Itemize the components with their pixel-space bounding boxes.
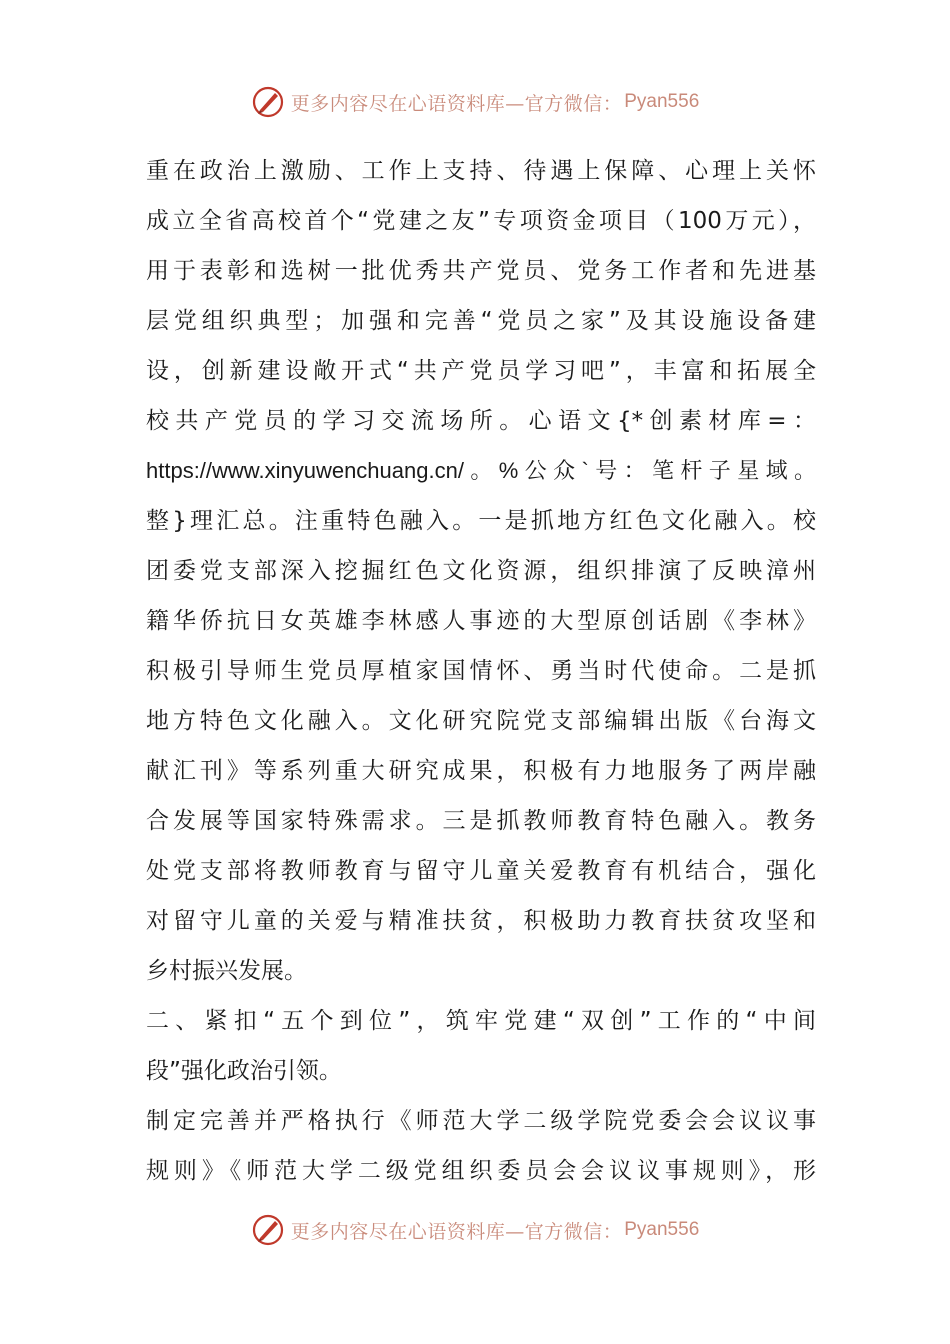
footer-watermark — [0, 1210, 950, 1250]
text-line: 校共产党员的学习交流场所。心语文{*创素材库=： — [146, 408, 816, 434]
watermark-text: 更多内容尽在心语资料库—官方微信： — [290, 92, 623, 115]
section-heading-line: 段”强化政治引领。 — [146, 1058, 342, 1084]
text-line: 成立全省高校首个“党建之友”专项资金项目（100万元）， — [146, 208, 816, 234]
watermark-id: Pyan556 — [624, 1219, 700, 1240]
text-line: 籍华侨抗日女英雄李林感人事迹的大型原创话剧《李林》 — [146, 608, 816, 634]
text-line: 整}理汇总。注重特色融入。一是抓地方红色文化融入。校 — [146, 508, 816, 534]
text-line: 乡村振兴发展。 — [146, 958, 307, 984]
section-heading-line: 二、紧扣“五个到位”，筑牢党建“双创”工作的“中间 — [146, 1008, 816, 1034]
text-line-url: https://www.xinyuwenchuang.cn/。%公众`号：笔杆子星域。 — [146, 458, 816, 483]
watermark-text: 更多内容尽在心语资料库—官方微信： — [290, 1220, 623, 1243]
text-line: 地方特色文化融入。文化研究院党支部编辑出版《台海文 — [146, 708, 816, 734]
quill-seal-logo-icon — [251, 1213, 285, 1247]
text-line: 层党组织典型；加强和完善“党员之家”及其设施设备建 — [146, 308, 816, 334]
header-watermark — [0, 82, 950, 122]
text-line: 重在政治上激励、工作上支持、待遇上保障、心理上关怀 — [146, 158, 816, 184]
text-line: 规则》《师范大学二级党组织委员会会议议事规则》，形 — [146, 1158, 816, 1184]
text-line: 献汇刊》等系列重大研究成果，积极有力地服务了两岸融 — [146, 758, 816, 784]
text-line: 合发展等国家特殊需求。三是抓教师教育特色融入。教务 — [146, 808, 816, 834]
text-line: 对留守儿童的关爱与精准扶贫，积极助力教育扶贫攻坚和 — [146, 908, 816, 934]
text-line: 处党支部将教师教育与留守儿童关爱教育有机结合，强化 — [146, 858, 816, 884]
watermark-id: Pyan556 — [624, 91, 700, 112]
document-body — [146, 146, 816, 1196]
text-line: 用于表彰和选树一批优秀共产党员、党务工作者和先进基 — [146, 258, 816, 284]
text-line: 设，创新建设敞开式“共产党员学习吧”，丰富和拓展全 — [146, 358, 816, 384]
quill-seal-logo-icon — [251, 85, 285, 119]
text-line: 积极引导师生党员厚植家国情怀、勇当时代使命。二是抓 — [146, 658, 816, 684]
text-line: 团委党支部深入挖掘红色文化资源，组织排演了反映漳州 — [146, 558, 816, 584]
text-line: 制定完善并严格执行《师范大学二级学院党委会会议议事 — [146, 1108, 816, 1134]
